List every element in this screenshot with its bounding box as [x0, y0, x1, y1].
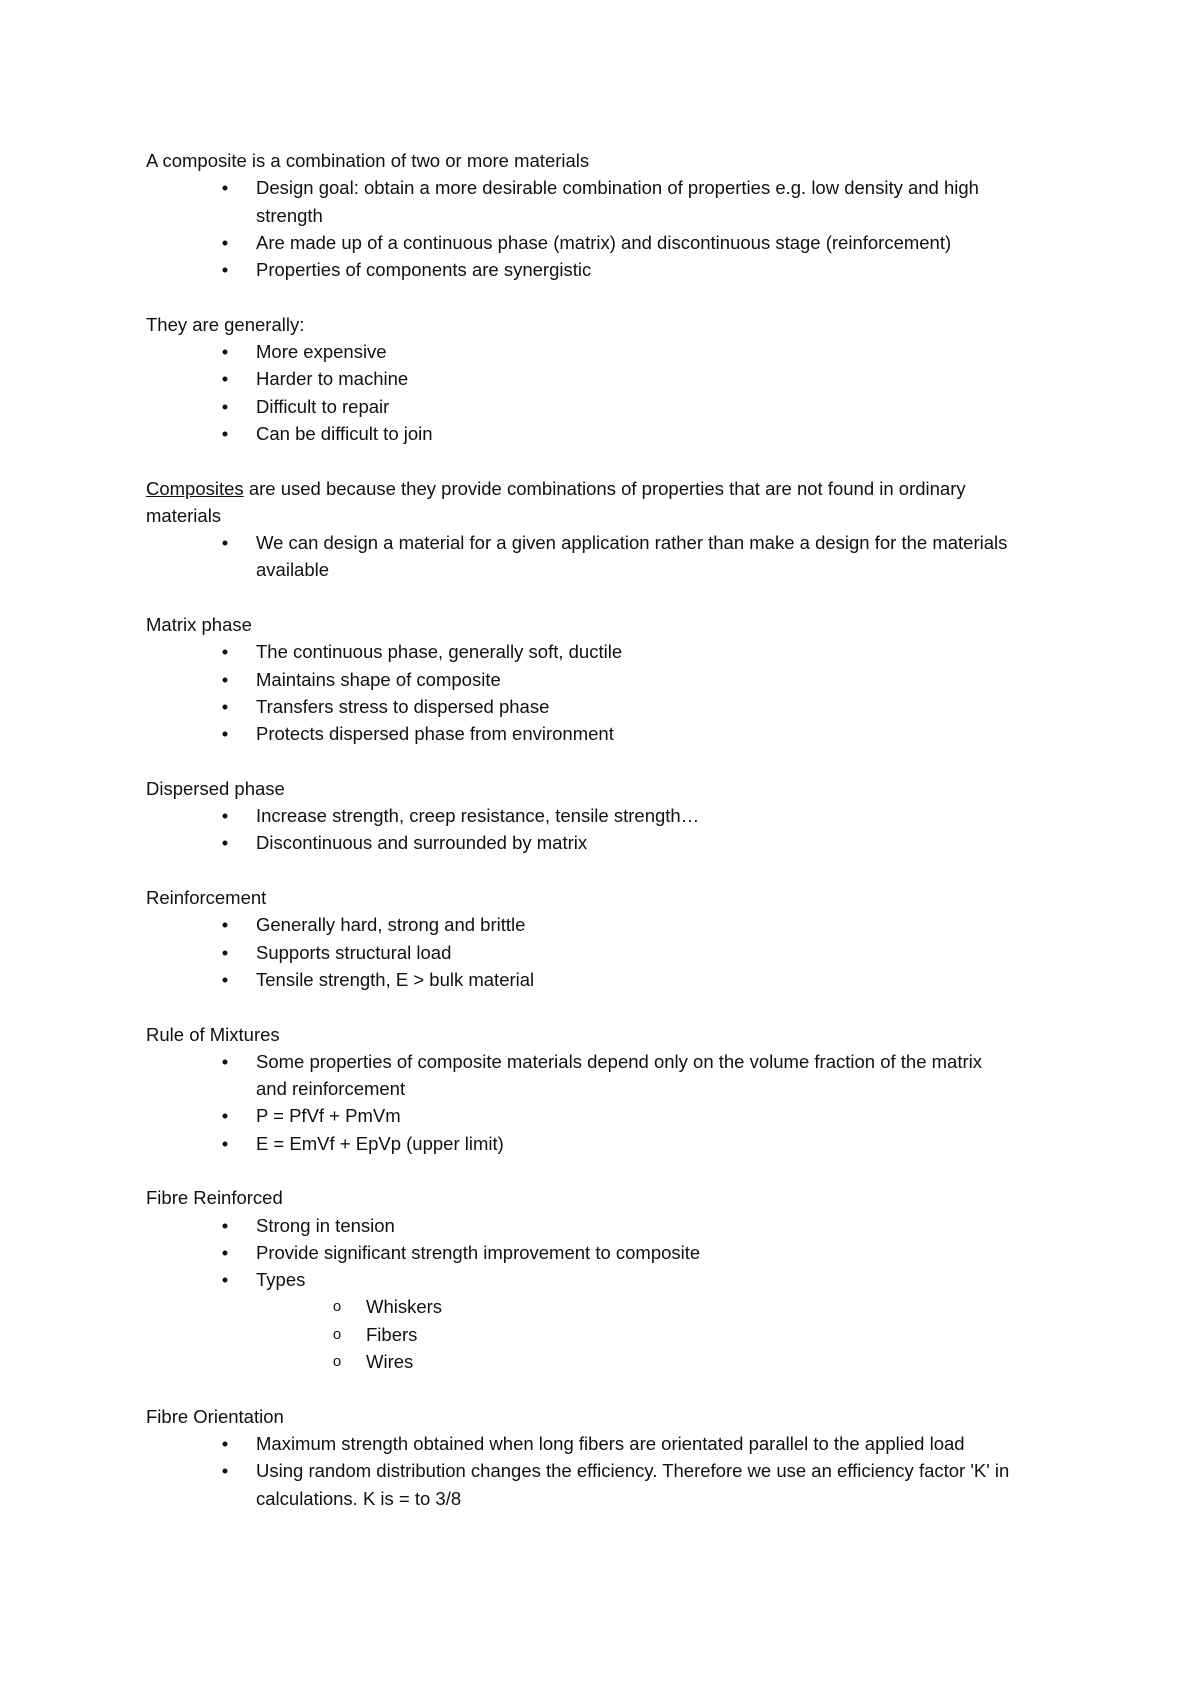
list-item-text: Increase strength, creep resistance, tensile strength… — [256, 805, 700, 827]
list-item — [146, 420, 1016, 447]
list-item — [146, 720, 1016, 747]
section-heading-fibre-reinforced: Fibre Reinforced — [146, 1187, 283, 1209]
section-heading-reinforcement: Reinforcement — [146, 887, 267, 909]
bullet-icon: • — [221, 231, 229, 253]
bullet-icon: • — [221, 1132, 229, 1154]
sub-list-item-text: Fibers — [366, 1323, 418, 1345]
bullet-icon: • — [221, 968, 229, 990]
bullet-icon: • — [221, 1432, 229, 1454]
list-item-text: Provide significant strength improvement to composite — [256, 1241, 701, 1263]
bullet-icon: • — [221, 832, 229, 854]
list-item-text: Properties of components are synergistic — [256, 259, 592, 281]
list-item-text: The continuous phase, generally soft, ductile — [256, 641, 623, 663]
heading-text: are used because they provide combinations of properties that are not found in ordinary materials — [146, 477, 966, 526]
document-page — [146, 147, 1076, 1512]
list-item — [146, 911, 1016, 938]
bullet-icon: • — [221, 259, 229, 281]
list-item — [146, 1102, 1016, 1129]
list-item — [146, 393, 1016, 420]
section-heading-generally: They are generally: — [146, 313, 305, 335]
list-item — [146, 1266, 1016, 1293]
circle-bullet-icon: o — [332, 1353, 342, 1371]
list-item-text: Transfers stress to dispersed phase — [256, 695, 550, 717]
list-item-text: Types — [256, 1269, 306, 1291]
bullet-icon: • — [221, 1269, 229, 1291]
list-item — [146, 829, 1016, 856]
list-item — [146, 1048, 1016, 1103]
list-item — [146, 256, 1016, 283]
list-item-text: Some properties of composite materials depend only on the volume fraction of the matrix and reinforcement — [256, 1050, 982, 1100]
list-item-text: Maximum strength obtained when long fibers are orientated parallel to the applied load — [256, 1432, 965, 1454]
list-item — [146, 1239, 1016, 1266]
list-item-text: Generally hard, strong and brittle — [256, 914, 526, 936]
list-item — [146, 802, 1016, 829]
sub-list-item-text: Wires — [366, 1351, 414, 1373]
list-item — [146, 1212, 1016, 1239]
list-item — [146, 229, 1016, 256]
list-item — [146, 638, 1016, 665]
circle-bullet-icon: o — [332, 1298, 342, 1316]
bullet-icon: • — [221, 368, 229, 390]
bullet-icon: • — [221, 177, 229, 199]
list-item-text: We can design a material for a given application rather than make a design for the materials available — [256, 532, 1008, 581]
list-item — [146, 1430, 1016, 1457]
list-item-text: Maintains shape of composite — [256, 668, 501, 690]
bullet-icon: • — [221, 422, 229, 444]
list-item-text: More expensive — [256, 341, 387, 363]
list-item-text: E = EmVf + EpVp (upper limit) — [256, 1132, 504, 1154]
section-heading-composite-definition: A composite is a combination of two or more materials — [146, 150, 590, 171]
list-item — [146, 365, 1016, 392]
list-item-text: Difficult to repair — [256, 395, 390, 417]
list-item-text: Supports structural load — [256, 941, 452, 963]
bullet-icon: • — [221, 641, 229, 663]
list-item-text: Are made up of a continuous phase (matrix) and discontinuous stage (reinforcement) — [256, 231, 952, 253]
list-item-text: Harder to machine — [256, 368, 409, 390]
sub-list-item — [146, 1348, 1076, 1375]
sub-list-item — [146, 1321, 1076, 1348]
list-item — [146, 939, 1016, 966]
list-item — [146, 1457, 1016, 1512]
list-item — [146, 529, 1016, 584]
section-heading-matrix-phase: Matrix phase — [146, 614, 252, 636]
bullet-icon: • — [221, 395, 229, 417]
list-item-text: P = PfVf + PmVm — [256, 1105, 401, 1127]
list-item — [146, 174, 1016, 229]
list-item — [146, 693, 1016, 720]
list-item — [146, 966, 1016, 993]
list-item-text: Protects dispersed phase from environment — [256, 723, 614, 745]
list-item-text: Design goal: obtain a more desirable combination of properties e.g. low density and high strength — [256, 177, 979, 226]
list-item-text: Tensile strength, E > bulk material — [256, 968, 535, 990]
section-heading-fibre-orientation: Fibre Orientation — [146, 1405, 284, 1427]
bullet-icon: • — [221, 1105, 229, 1127]
bullet-icon: • — [221, 1050, 229, 1072]
circle-bullet-icon: o — [332, 1325, 342, 1343]
bullet-icon: • — [221, 532, 229, 554]
bullet-icon: • — [221, 668, 229, 690]
list-item-text: Can be difficult to join — [256, 422, 433, 444]
bullet-icon: • — [221, 341, 229, 363]
bullet-icon: • — [221, 1460, 229, 1482]
section-heading-rule-of-mixtures: Rule of Mixtures — [146, 1023, 280, 1045]
bullet-icon: • — [221, 1241, 229, 1263]
list-item — [146, 338, 1016, 365]
list-item-text: Discontinuous and surrounded by matrix — [256, 832, 588, 854]
bullet-icon: • — [221, 695, 229, 717]
section-heading-why-composites — [146, 475, 1006, 530]
section-heading-dispersed-phase: Dispersed phase — [146, 777, 285, 799]
bullet-icon: • — [221, 941, 229, 963]
list-item — [146, 666, 1016, 693]
sub-list-item — [146, 1293, 1076, 1320]
list-item-text: Strong in tension — [256, 1214, 395, 1236]
bullet-icon: • — [221, 914, 229, 936]
bullet-icon: • — [221, 1214, 229, 1236]
sub-list-item-text: Whiskers — [366, 1296, 443, 1318]
underlined-term: Composites — [146, 477, 244, 499]
list-item — [146, 1130, 1016, 1157]
list-item-text: Using random distribution changes the efficiency. Therefore we use an efficiency factor 'K' in calculations. K is = to 3/8 — [256, 1460, 1010, 1509]
bullet-icon: • — [221, 723, 229, 745]
bullet-icon: • — [221, 805, 229, 827]
